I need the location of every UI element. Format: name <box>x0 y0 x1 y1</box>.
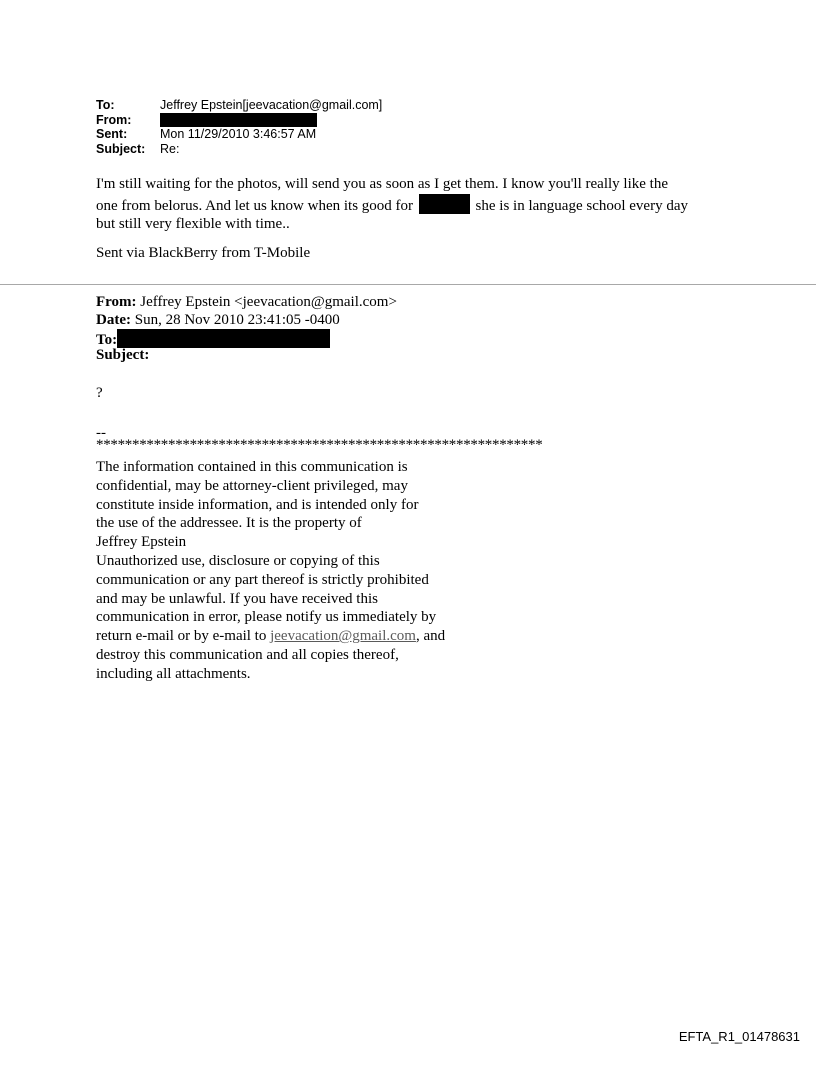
disclaimer-line: the use of the addressee. It is the property of <box>96 515 362 532</box>
orig-from-row <box>96 294 397 312</box>
confidentiality-disclaimer <box>96 458 496 684</box>
orig-to-row <box>96 329 397 347</box>
sent-value: Mon 11/29/2010 3:46:57 AM <box>160 127 317 141</box>
sig-dashes: -- <box>96 425 106 441</box>
disclaimer-line: Unauthorized use, disclosure or copying of this <box>96 552 380 569</box>
original-email-header <box>96 294 397 364</box>
disclaimer-line: communication or any part thereof is strictly prohibited <box>96 571 429 588</box>
mobile-signature: Sent via BlackBerry from T-Mobile <box>96 245 311 261</box>
orig-to-label: To: <box>96 332 118 348</box>
disclaimer-line: Jeffrey Epstein <box>96 534 187 551</box>
reply-line <box>96 194 736 216</box>
orig-date-value: Sun, 28 Nov 2010 23:41:05 -0400 <box>134 311 340 328</box>
orig-subject-label: Subject: <box>96 346 150 363</box>
reply-line-part: one from belorus. And let us know when its good for <box>96 197 414 214</box>
subject-value: Re: <box>160 141 180 156</box>
subject-label: Subject: <box>96 141 146 156</box>
disclaimer-text: , and <box>415 628 446 645</box>
orig-from-value: Jeffrey Epstein <jeevacation@gmail.com> <box>140 294 397 310</box>
redaction-box <box>117 329 330 348</box>
disclaimer-text: return e-mail or by e-mail to <box>96 628 271 645</box>
to-value: Jeffrey Epstein[jeevacation@gmail.com] <box>160 98 383 112</box>
document-id: EFTA_R1_01478631 <box>678 1029 800 1044</box>
orig-subject-row <box>96 347 397 365</box>
orig-date-label: Date: <box>96 311 131 328</box>
email-link[interactable]: jeevacation@gmail.com <box>270 628 416 645</box>
sent-label: Sent: <box>96 127 128 141</box>
from-row <box>96 113 382 128</box>
subject-row <box>96 142 382 157</box>
disclaimer-line: destroy this communication and all copies thereof, <box>96 646 399 663</box>
reply-body <box>96 175 736 234</box>
reply-line: but still very flexible with time.. <box>96 216 290 232</box>
reply-line: I'm still waiting for the photos, will send you as soon as I get them. I know you'll really like the <box>96 176 668 192</box>
disclaimer-line: constitute inside information, and is intended only for <box>96 496 419 513</box>
orig-body: ? <box>96 385 103 401</box>
disclaimer-line: The information contained in this communication is <box>96 459 408 475</box>
disclaimer-line: and may be unlawful. If you have received this <box>96 590 378 607</box>
redaction-box <box>419 194 470 214</box>
sent-row <box>96 127 382 142</box>
orig-from-label: From: <box>96 294 137 310</box>
to-label: To: <box>96 98 115 112</box>
reply-line-part: she is in language school every day <box>475 197 688 214</box>
stars-separator: ************************************************************** <box>96 437 543 453</box>
divider-line <box>0 284 816 285</box>
disclaimer-line: communication in error, please notify us immediately by <box>96 609 437 626</box>
top-email-header <box>96 98 382 156</box>
to-row <box>96 98 382 113</box>
redaction-box <box>160 113 317 127</box>
disclaimer-line: including all attachments. <box>96 665 251 682</box>
disclaimer-line: confidential, may be attorney-client privileged, may <box>96 477 408 494</box>
disclaimer-line <box>96 627 496 646</box>
orig-date-row <box>96 312 397 330</box>
from-label: From: <box>96 112 132 127</box>
